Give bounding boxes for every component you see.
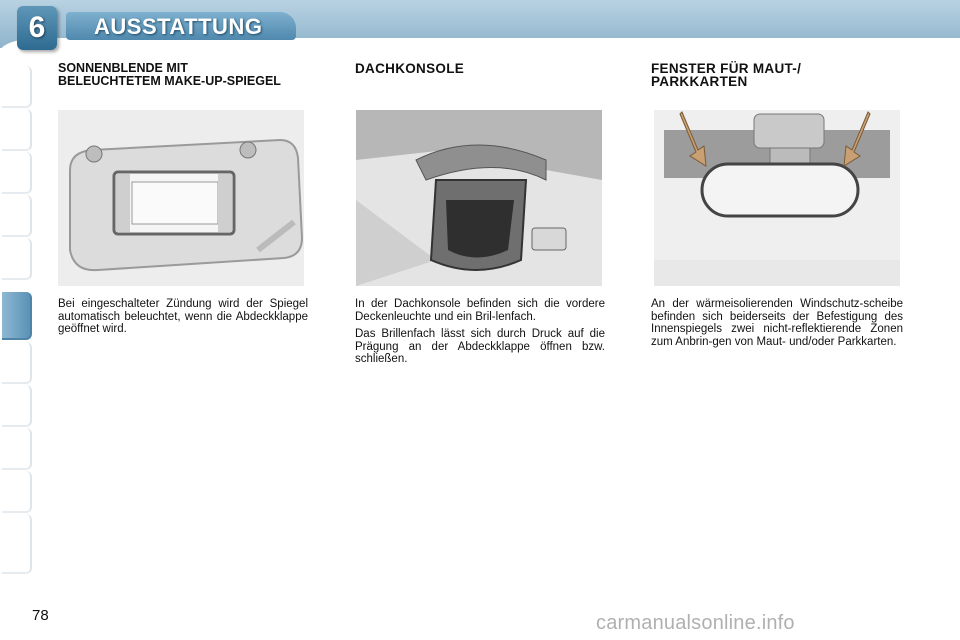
- sidebar-tab-1[interactable]: [2, 66, 32, 108]
- sidebar-tab-9[interactable]: [2, 428, 32, 470]
- page-title: AUSSTATTUNG: [94, 14, 263, 39]
- roof-console-illustration: [356, 110, 602, 286]
- sidebar-tab-8[interactable]: [2, 385, 32, 427]
- section-toll-card-window: [651, 62, 901, 88]
- paragraph: Das Brillenfach lässt sich durch Druck auf die Prägung an der Abdeckklappe öffnen bzw. schließen.: [355, 328, 605, 365]
- sidebar-tab-2[interactable]: [2, 109, 32, 151]
- sidebar-tab-7[interactable]: [2, 342, 32, 384]
- section-roof-console: [355, 62, 605, 75]
- section-sun-visor: [58, 62, 308, 88]
- section-heading-line1: FENSTER FÜR MAUT-/: [651, 61, 802, 76]
- section-body: [58, 298, 308, 341]
- watermark: carmanualsonline.info: [596, 612, 795, 634]
- rearview-mirror-illustration: [654, 110, 900, 286]
- sidebar-tab-11[interactable]: [2, 514, 32, 574]
- chapter-sidebar: [0, 66, 34, 578]
- sidebar-tab-4[interactable]: [2, 195, 32, 237]
- section-heading-line2: BELEUCHTETEM MAKE-UP-SPIEGEL: [58, 74, 281, 88]
- page-number: 78: [32, 607, 49, 624]
- chapter-number: 6: [28, 11, 46, 44]
- section-body: [355, 298, 605, 371]
- sidebar-tab-6-active[interactable]: [2, 292, 32, 340]
- paragraph: In der Dachkonsole befinden sich die vordere Deckenleuchte und ein Bril-lenfach.: [355, 298, 605, 323]
- section-heading-line1: SONNENBLENDE MIT: [58, 61, 188, 75]
- section-heading-line1: DACHKONSOLE: [355, 61, 465, 76]
- sun-visor-illustration: [58, 110, 304, 286]
- paragraph: An der wärmeisolierenden Windschutz-scheibe befinden sich beiderseits der Befestigung des Innenspiegels zwei nicht-reflektierende Zonen zum Anbrin-gen von Maut- und/oder Parkkarten.: [651, 298, 903, 348]
- paragraph: Bei eingeschalteter Zündung wird der Spiegel automatisch beleuchtet, wenn die Abdeckklappe geöffnet wird.: [58, 298, 308, 335]
- sidebar-tab-10[interactable]: [2, 471, 32, 513]
- sidebar-tab-3[interactable]: [2, 152, 32, 194]
- section-heading-line2: PARKKARTEN: [651, 74, 748, 89]
- header-curve: [0, 38, 960, 52]
- sidebar-tab-5[interactable]: [2, 238, 32, 280]
- section-body: [651, 298, 903, 353]
